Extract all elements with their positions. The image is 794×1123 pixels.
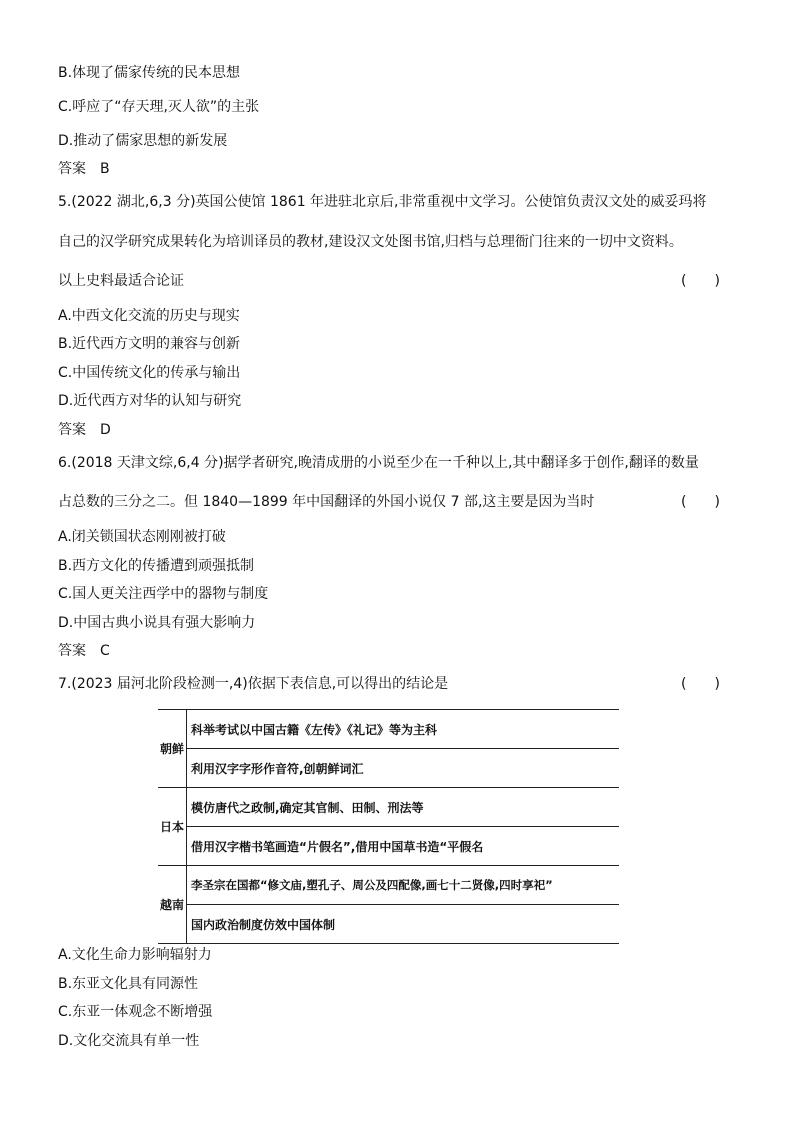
q7-option-a: A.文化生命力影响辐射力	[58, 947, 212, 963]
q5-stem-line-1: 5.(2022 湖北,6,3 分)英国公使馆 1861 年进驻北京后,非常重视中文学习。公使馆负责汉文处的威妥玛将	[58, 194, 707, 210]
q6-option-d: D.中国古典小说具有强大影响力	[58, 615, 256, 631]
q7-option-b: B.东亚文化具有同源性	[58, 976, 199, 992]
table-cell: 李圣宗在国都“修文庙,塑孔子、周公及四配像,画七十二贤像,四时享祀”	[187, 866, 620, 905]
q6-option-a: A.闭关锁国状态刚刚被打破	[58, 529, 226, 545]
q6-option-b: B.西方文化的传播遭到顽强抵制	[58, 558, 255, 574]
q5-answer: 答案 D	[58, 422, 111, 438]
q5-option-b: B.近代西方文明的兼容与创新	[58, 336, 241, 352]
q4-option-d: D.推动了儒家思想的新发展	[58, 133, 228, 149]
q6-answer-blank: ( )	[681, 494, 720, 510]
table-cell: 利用汉字字形作音符,创朝鲜词汇	[187, 749, 620, 788]
table-row	[158, 827, 619, 866]
table-cell: 借用汉字楷书笔画造“片假名”,借用中国草书造“平假名	[187, 827, 620, 866]
q6-stem-line-2: 占总数的三分之二。但 1840—1899 年中国翻译的外国小说仅 7 部,这主要是因为当时	[58, 494, 595, 510]
q5-stem-line-3: 以上史料最适合论证	[58, 273, 184, 289]
q7-info-table	[158, 709, 619, 944]
table-cell: 科举考试以中国古籍《左传》《礼记》等为主科	[187, 710, 620, 749]
q7-answer-blank: ( )	[681, 676, 720, 692]
q4-answer: 答案 B	[58, 161, 110, 177]
q5-option-c: C.中国传统文化的传承与输出	[58, 365, 241, 381]
country-cell-japan: 日本	[158, 788, 187, 866]
q7-option-c: C.东亚一体观念不断增强	[58, 1004, 213, 1020]
table-row	[158, 710, 619, 749]
q5-option-a: A.中西文化交流的历史与现实	[58, 308, 240, 324]
q5-answer-blank: ( )	[681, 273, 720, 289]
q5-stem-line-2: 自己的汉学研究成果转化为培训译员的教材,建设汉文处图书馆,归档与总理衙门往来的一切中文资料。	[58, 234, 683, 250]
q6-stem-line-1: 6.(2018 天津文综,6,4 分)据学者研究,晚清成册的小说至少在一千种以上,其中翻译多于创作,翻译的数量	[58, 455, 699, 471]
q5-option-d: D.近代西方对华的认知与研究	[58, 393, 242, 409]
q6-option-c: C.国人更关注西学中的器物与制度	[58, 586, 269, 602]
table-cell: 模仿唐代之政制,确定其官制、田制、刑法等	[187, 788, 620, 827]
q6-answer: 答案 C	[58, 643, 110, 659]
q4-option-c: C.呼应了“存天理,灭人欲”的主张	[58, 99, 260, 115]
q7-stem: 7.(2023 届河北阶段检测一,4)依据下表信息,可以得出的结论是	[58, 676, 449, 692]
table-row	[158, 788, 619, 827]
table-row	[158, 905, 619, 944]
country-cell-korea: 朝鲜	[158, 710, 187, 788]
table-row	[158, 749, 619, 788]
table-row	[158, 866, 619, 905]
q4-option-b: B.体现了儒家传统的民本思想	[58, 65, 241, 81]
country-cell-vietnam: 越南	[158, 866, 187, 944]
table-cell: 国内政治制度仿效中国体制	[187, 905, 620, 944]
q7-option-d: D.文化交流具有单一性	[58, 1033, 200, 1049]
